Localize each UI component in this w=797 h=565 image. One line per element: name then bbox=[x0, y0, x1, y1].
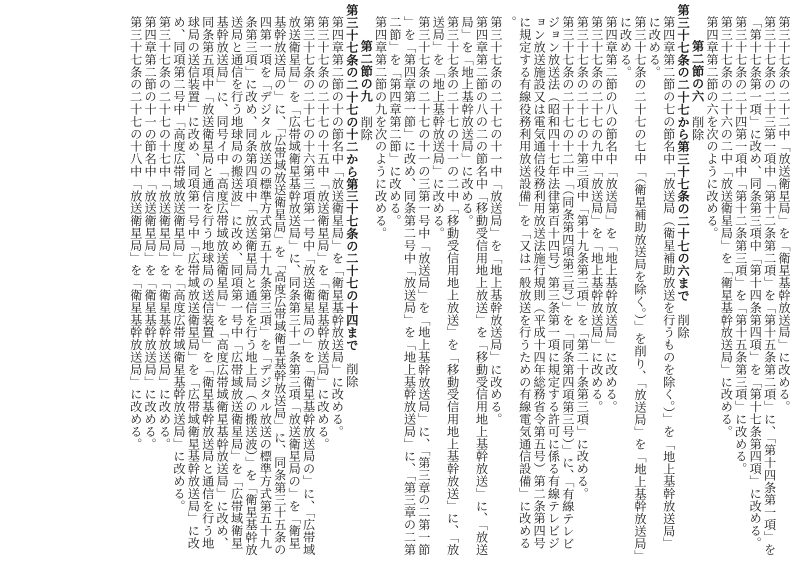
deleted-label: 削除 bbox=[359, 116, 374, 141]
section-heading bbox=[359, 4, 373, 560]
amendment-paragraph bbox=[575, 4, 589, 560]
paragraph-text: 第三十七条の二十七の十六第三項第一号中「放送衛星局の」を「衛星基幹放送局の」に、「広帯域放送衛星局」を「広帯域衛星基幹放送局」に、同条第三十一条第三項「放送衛星局の」を「衛星基幹放送局の」に、「広帯域放送衛星局」を「高度広帯域衛星基幹放送局」に、同条第三十五条の四第一項を「デジタル放送の標準方式第五十九条第三項」を「デジタル放送の標準方式第五十九条第三項」に改め、同条第四項中「放送衛星局と通信を行う地上局（の搬送波）」を「衛星基幹放送局と通信を行う地球局の搬送波」に改め、同項第一号中「広帯域放送衛星局」を「広帯域衛星基幹放送局」に、同号イ中「高度広帯域放送衛星局」を「高度広帯域衛星基幹放送局」に改め、同条第五項中「放送衛星局と通信を行う地球局の送信装置」を「衛星基幹放送局と通信を行う地球局の送信装置」に改め、同項第一号中「広帯域放送衛星局」を「広帯域衛星基幹放送局」に改め、同項第二号中「高度広帯域放送衛星局」を「高度広帯域衛星基幹放送局」に改める。 bbox=[171, 16, 316, 556]
amendment-paragraph bbox=[128, 4, 142, 560]
amendment-paragraph bbox=[316, 4, 330, 560]
amendment-paragraph bbox=[488, 4, 502, 560]
amendment-paragraph bbox=[618, 4, 647, 560]
section-heading bbox=[690, 4, 704, 560]
paragraph-text: 第三十七条の二十七の十七中「放送衛星局」を「衛星基幹放送局」に改める。 bbox=[157, 16, 172, 450]
paragraph-text: 第三十七条の二十二中「放送衛星局」を「衛星基幹放送局」に改める。 bbox=[777, 16, 791, 413]
section-title: 第二節の六 bbox=[690, 40, 705, 102]
paragraph-text: 第三十七条の二十七の十一の三第一号中「放送局」を「地上基幹放送局」に、「第三章の二第一節」を「第四章第一節」に改め、同条第二号中「放送局」を「地上基幹放送局」に、「第三章の二第二節」を「第四章第二節」に改める。 bbox=[388, 16, 431, 556]
article-range: 第三十七条の二十七から第三十七条の二十七の六まで bbox=[676, 4, 691, 302]
deleted-label: 削除 bbox=[344, 363, 359, 389]
paragraph-text: 第四章第二節の十一の節名中「放送衛星局」を「衛星基幹放送局」に改める。 bbox=[143, 16, 158, 450]
amendment-paragraph bbox=[388, 4, 431, 560]
paragraph-text: 第四章第二節の六を次のように改める。 bbox=[704, 16, 719, 240]
paragraph-text: 第三十七条の二十六の二中「放送衛星局」を「衛星基幹放送局」に改める。 bbox=[719, 16, 734, 438]
article-heading bbox=[344, 4, 358, 560]
amendment-paragraph bbox=[172, 4, 316, 560]
amendment-paragraph bbox=[157, 4, 171, 560]
amendment-paragraph bbox=[748, 4, 777, 560]
paragraph-text: 第三十七条の二十七の七中「（衛星補助放送局を除く。）」を削り、「放送局」を「地上基幹放送局」に改める。 bbox=[618, 16, 647, 556]
article-heading bbox=[676, 4, 690, 560]
paragraph-text: 第四章第二節の八の二の節名中「移動受信用地上放送」を「移動受信用地上基幹放送」に、「放送局」を「地上基幹放送局」に改める。 bbox=[460, 16, 489, 556]
deleted-label: 削除 bbox=[690, 116, 705, 141]
paragraph-text: 第四章第二節の九を次のように改める。 bbox=[373, 16, 388, 240]
amendment-paragraph bbox=[647, 4, 676, 560]
section-title: 第二節の九 bbox=[359, 40, 374, 102]
amendment-paragraph bbox=[460, 4, 489, 560]
amendment-paragraph bbox=[604, 4, 618, 560]
amendment-paragraph bbox=[719, 4, 733, 560]
amendment-paragraph bbox=[330, 4, 344, 560]
paragraph-text: 第三十七条の二十七の十五中「放送衛星局」を「衛星基幹放送局」に改める。 bbox=[316, 16, 330, 450]
amendment-paragraph bbox=[373, 4, 387, 560]
statute-text bbox=[6, 4, 791, 560]
paragraph-text: 第四章第二節の八の節名中「放送局」を「地上基幹放送局」に改める。 bbox=[604, 16, 619, 413]
amendment-paragraph bbox=[431, 4, 460, 560]
paragraph-text: 第三十七条の二十七の九中「放送局」を「地上基幹放送局」に改める。 bbox=[589, 16, 604, 413]
paragraph-text: 第三十七条の二十七の十第三項中「第十九条第三項」を「第二十条第三項」に改める。 bbox=[575, 16, 590, 500]
paragraph-text: 第三十七条の二十三第一項中「第十二条第二項」を「第十五条第二項」に、「第十四条第一項」を「第十七条第一項」に改め、同条第三項中「第十四条第四項」を「第十七条第四項」に改める。 bbox=[748, 16, 777, 556]
paragraph-text: 第三十七条の二十四第一項中「第十二条第三項」を「第十五条第三項」に改める。 bbox=[733, 16, 748, 475]
amendment-paragraph bbox=[503, 4, 575, 560]
amendment-paragraph bbox=[777, 4, 791, 560]
amendment-paragraph bbox=[733, 4, 747, 560]
paragraph-text: 第四章第二節の七の節名中「放送局（衛星補助放送を行うものを除く。）」を「地上基幹放送局」に改める。 bbox=[647, 16, 676, 550]
paragraph-text: 第三十七条の二十七の十八中「放送衛星局」を「衛星基幹放送局」に改める。 bbox=[128, 16, 143, 450]
deleted-label: 削除 bbox=[676, 313, 691, 339]
paragraph-text: 第四章第二節の十の節名中「放送衛星局」を「衛星基幹放送局」に改める。 bbox=[330, 16, 345, 438]
paragraph-text: 第三十七条の二十七の十一の二中「移動受信用地上放送」を「移動受信用地上基幹放送」に、「放送局」を「地上基幹放送局」に改める。 bbox=[431, 16, 460, 556]
article-range: 第三十七条の二十七の十二から第三十七条の二十七の十四まで bbox=[344, 4, 359, 352]
amendment-paragraph bbox=[705, 4, 719, 560]
paragraph-text: 第三十七条の二十七の十一中「放送局」を「地上基幹放送局」に改める。 bbox=[488, 16, 503, 426]
paragraph-text: 第三十七条の二十七の十二中「（同条第四項第三号）」を「同条第四項第三号）」に、「有線テレビジョン放送法（昭和四十七年法律第百十四号）第三条第一項に規定する許可に係る有線テレビジョン放送施設又は電気通信役務利用放送法施行規則（平成十四年総務省令第五号）第二条第四号に規定する有線役務利用放送設備」を「又は一般放送を行うための有線電気通信設備」に改める。 bbox=[503, 16, 575, 550]
amendment-paragraph bbox=[143, 4, 157, 560]
amendment-paragraph bbox=[589, 4, 603, 560]
